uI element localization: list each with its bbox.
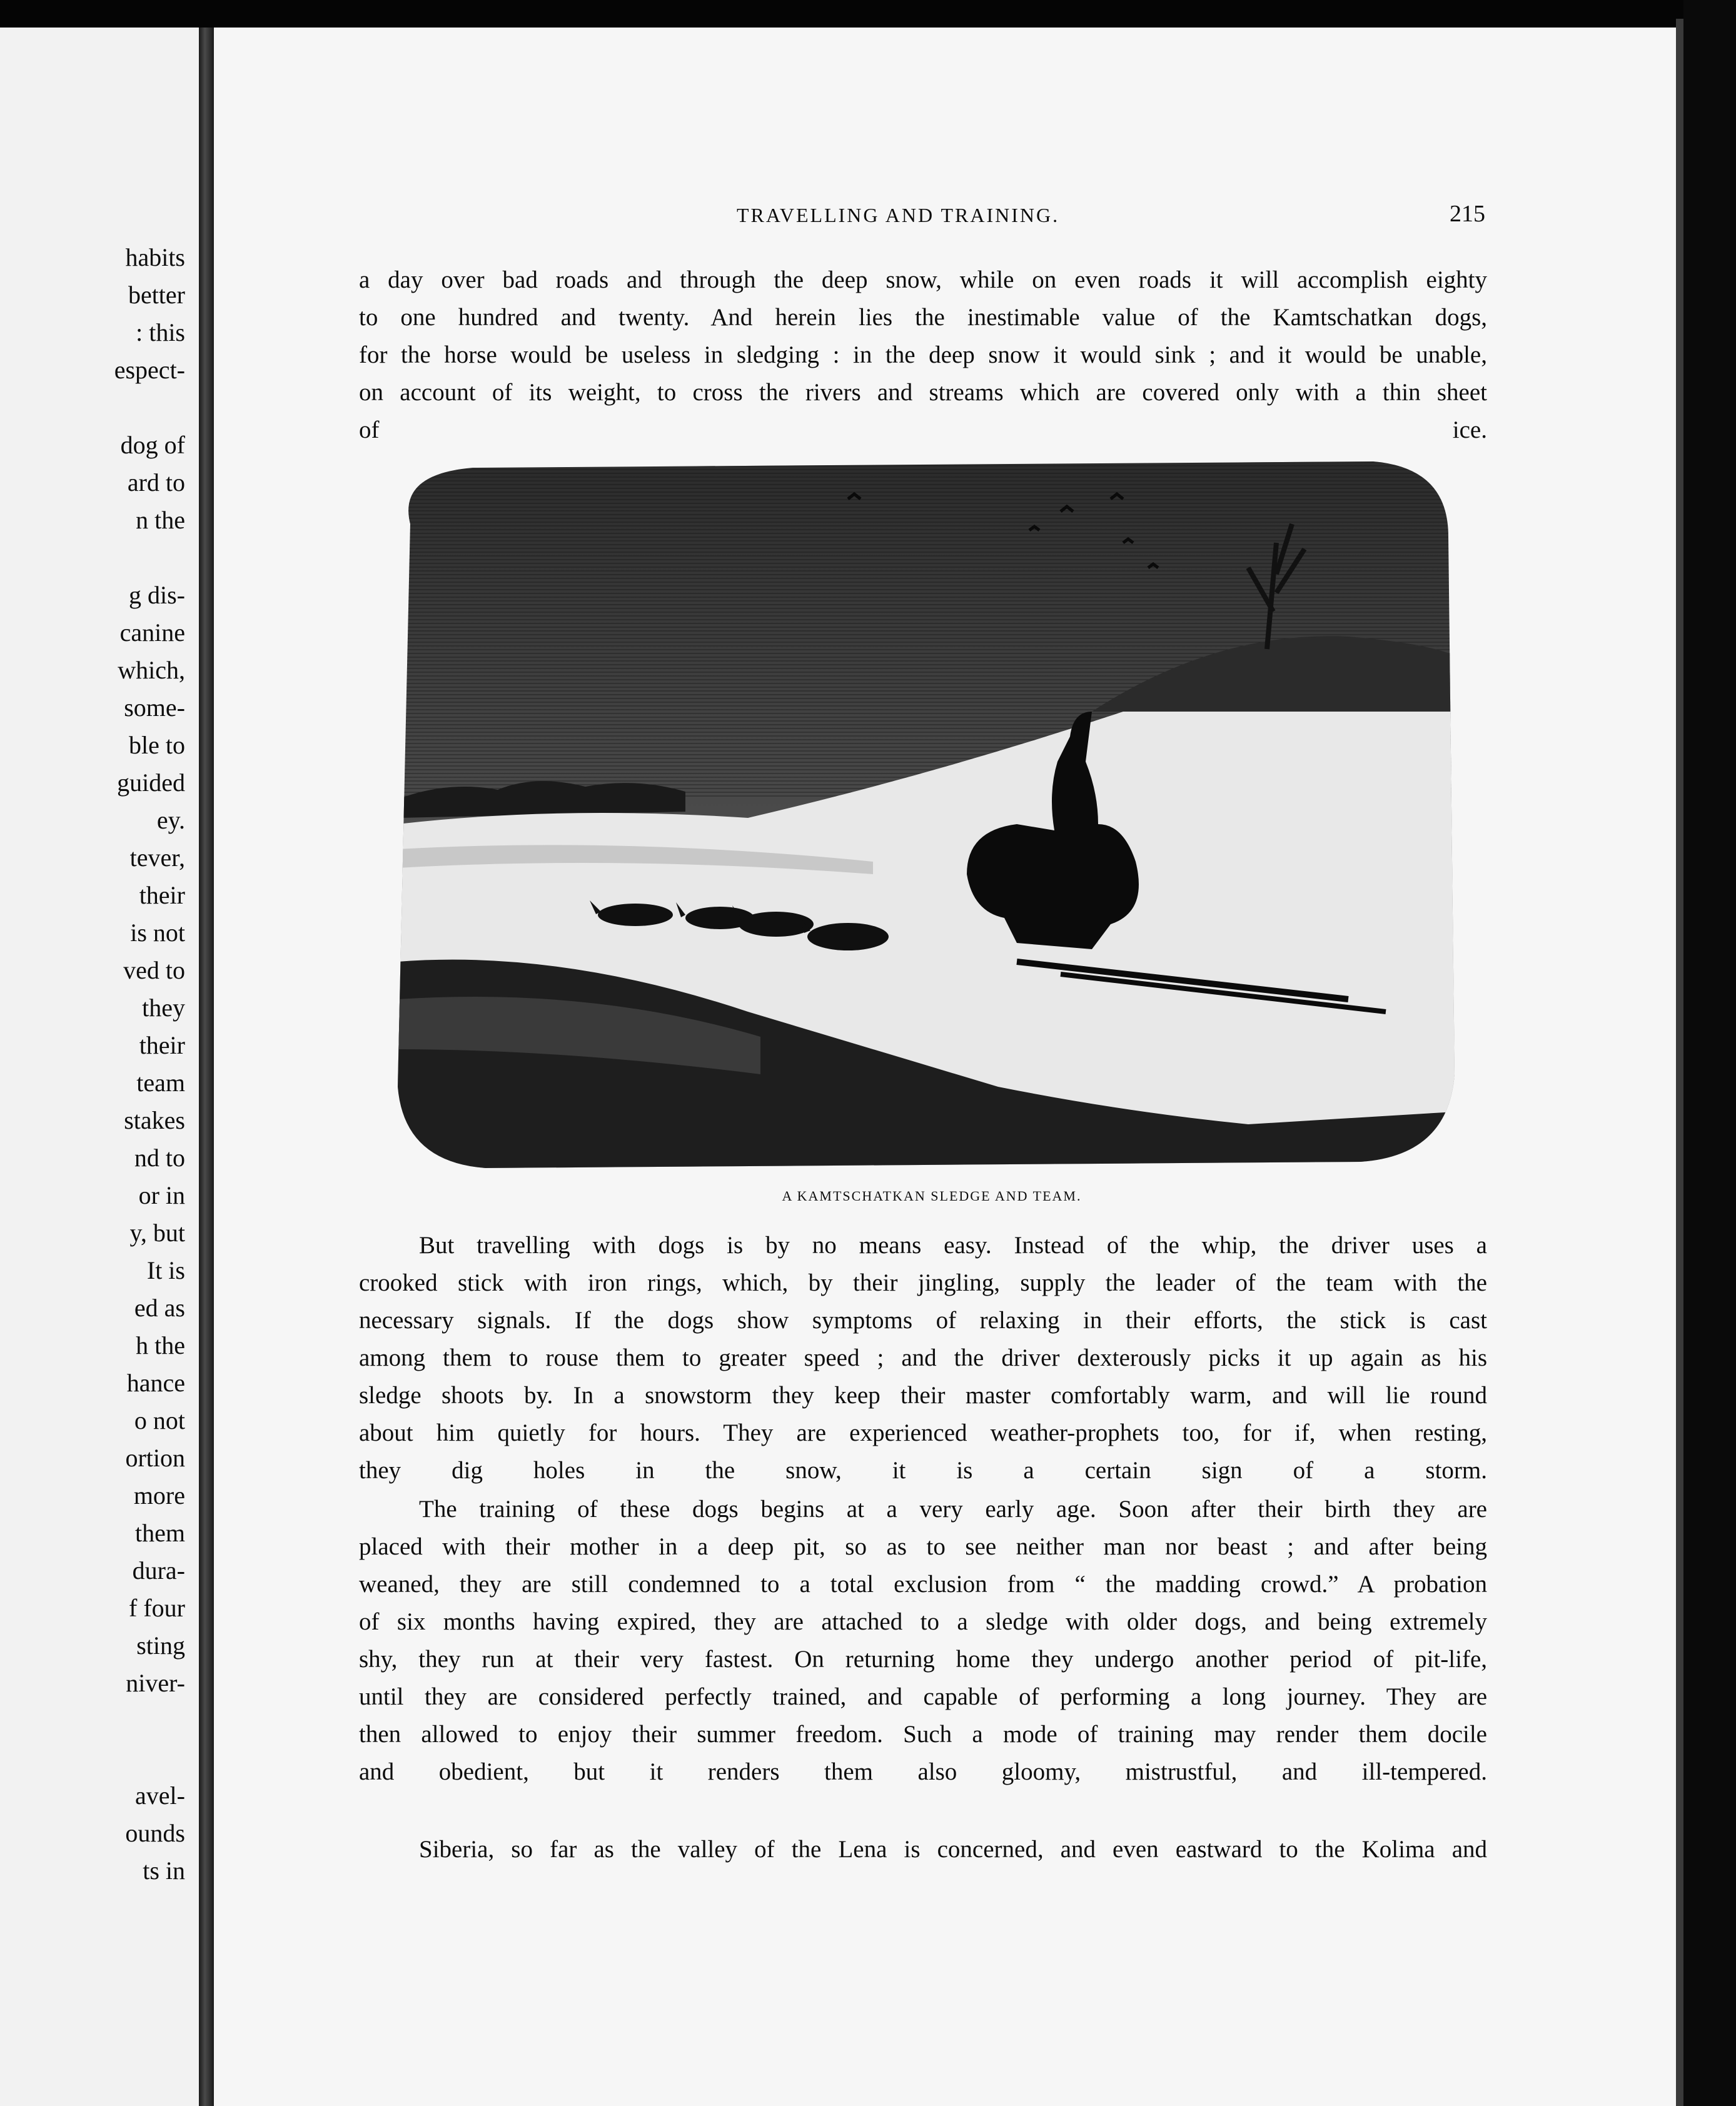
figure-caption [0,1188,1736,1204]
text-line: about him quietly for hours. They are experienced weather-prophets too, for if, when resting, [359,1419,1487,1446]
page-number: 215 [1450,201,1485,227]
text-line: a day over bad roads and through the deep snow, while on even roads it will accomplish eighty [359,266,1487,293]
text-line: until they are considered perfectly trained, and capable of performing a long journey. They are [359,1683,1487,1710]
text-line: But travelling with dogs is by no means easy. Instead of the whip, the driver uses a [419,1232,1487,1259]
left-page-fragment: f four [129,1594,185,1622]
left-page-fragment: : this [136,318,185,346]
left-page-fragment: dog of [120,431,185,459]
left-page-fragment: o not [134,1406,185,1434]
left-page-fragment: stakes [124,1106,185,1134]
left-page-fragment: n the [136,506,185,534]
book-gutter [199,28,214,2106]
left-facing-page [0,28,199,2106]
left-page-fragment: they [142,994,185,1022]
figure-caption-text: A KAMTSCHATKAN SLEDGE AND TEAM. [782,1188,1082,1204]
left-page-fragment: nd to [134,1144,185,1172]
text-line: and obedient, but it renders them also gloomy, mistrustful, and ill-tempered. [359,1758,1487,1785]
text-line: placed with their mother in a deep pit, so as to see neither man nor beast ; and after being [359,1533,1487,1560]
text-line: The training of these dogs begins at a very early age. Soon after their birth they are [419,1496,1487,1523]
left-page-fragment: ard to [127,468,185,496]
running-head: TRAVELLING AND TRAINING. [737,204,1060,226]
paragraph-training [359,1491,1487,1791]
text-line: Siberia, so far as the valley of the Lena is concerned, and even eastward to the Kolima and [419,1836,1487,1863]
text-line: among them to rouse them to greater speed ; and the driver dexterously picks it up again as his [359,1344,1487,1371]
left-page-fragment: dura- [132,1556,185,1585]
left-page-fragment: more [133,1481,185,1509]
left-page-fragment: sting [136,1631,185,1660]
left-page-fragment: canine [119,618,185,647]
left-page-fragment: them [135,1519,185,1547]
left-page-fragment: some- [124,693,185,722]
left-page-fragment: is not [130,919,185,947]
text-line: they dig holes in the snow, it is a certain sign of a storm. [359,1457,1487,1484]
text-line: shy, they run at their very fastest. On returning home they undergo another period of pit-life, [359,1646,1487,1673]
text-line: sledge shoots by. In a snowstorm they keep their master comfortably warm, and will lie round [359,1382,1487,1409]
left-page-fragment: h the [136,1331,185,1359]
left-page-fragment: habits [125,243,185,271]
left-page-fragment: or in [138,1181,185,1209]
left-page-fragment: team [136,1069,185,1097]
left-page-fragment: espect- [114,356,185,384]
left-page-fragment: ounds [125,1819,185,1847]
left-page-fragment: ey. [156,806,185,834]
left-page-fragment: It is [146,1256,185,1284]
left-page-fragment: ed as [134,1294,185,1322]
text-line: of ice. [359,416,1487,443]
text-line: for the horse would be useless in sledging : in the deep snow it would sink ; and it would be unable, [359,341,1487,368]
left-page-fragment: their [139,1031,185,1059]
left-page-fragment: g dis- [129,581,185,609]
text-line: on account of its weight, to cross the rivers and streams which are covered only with a thin sheet [359,379,1487,406]
left-page-fragment: ved to [123,956,185,984]
opening-paragraph [359,261,1487,449]
sledge-engraving-illustration [373,449,1463,1176]
text-line: necessary signals. If the dogs show symptoms of relaxing in their efforts, the stick is cast [359,1307,1487,1334]
left-page-fragment: which, [118,656,185,684]
left-page-fragment: better [128,281,185,309]
left-page-fragment: avel- [135,1781,185,1810]
scan-right-edge [1683,0,1736,2106]
paragraph-siberia [359,1831,1487,1868]
text-line: then allowed to enjoy their summer freedom. Such a mode of training may render them docile [359,1721,1487,1748]
scan-top-edge [0,0,1736,28]
text-line: weaned, they are still condemned to a total exclusion from “ the madding crowd.” A probation [359,1571,1487,1598]
text-line: of six months having expired, they are attached to a sledge with older dogs, and being extremely [359,1608,1487,1635]
page-stack-edge [1676,19,1683,2106]
left-page-fragment: tever, [129,844,185,872]
text-line: to one hundred and twenty. And herein lies the inestimable value of the Kamtschatkan dogs, [359,304,1487,331]
left-page-fragment: niver- [126,1669,185,1697]
left-page-fragment: ts in [143,1857,185,1885]
paragraph-travelling [359,1227,1487,1489]
text-line: crooked stick with iron rings, which, by their jingling, supply the leader of the team with the [359,1269,1487,1296]
left-page-fragment: ble to [129,731,185,759]
left-page-fragment: hance [126,1369,185,1397]
left-page-fragment: y, but [129,1219,185,1247]
left-page-fragment: guided [117,768,185,797]
left-page-fragment: ortion [125,1444,185,1472]
left-page-fragment: their [139,881,185,909]
